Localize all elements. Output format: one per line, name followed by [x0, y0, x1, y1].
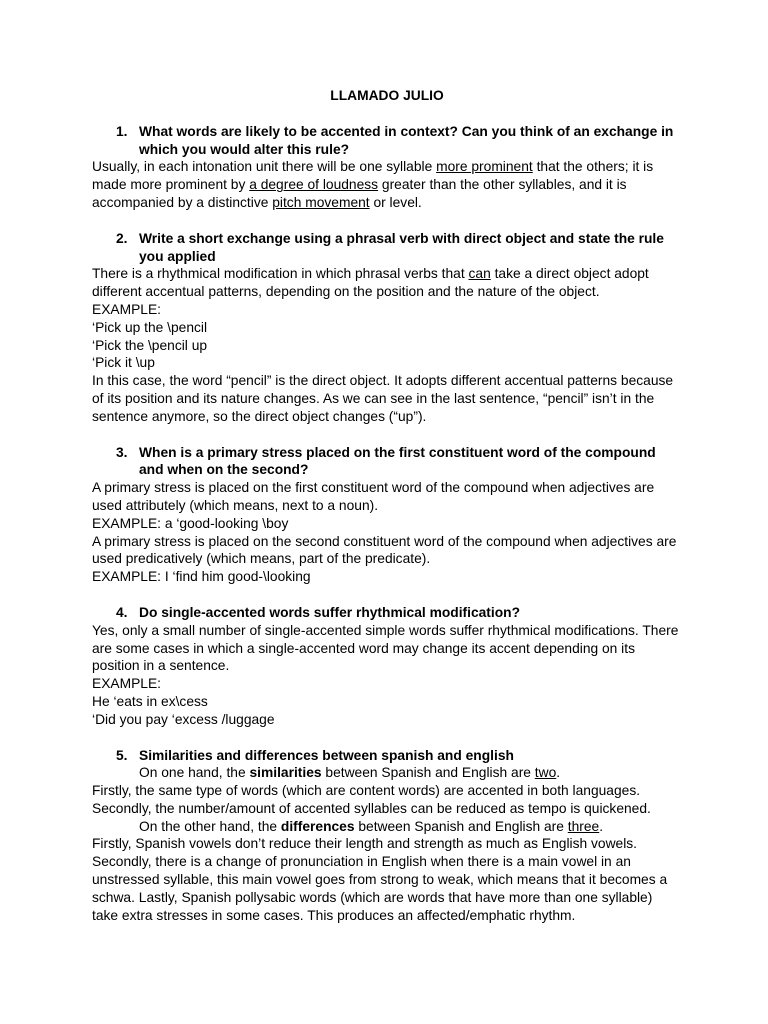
- answer-2: [92, 265, 682, 301]
- example-line: He ‘eats in ex\cess: [92, 693, 208, 709]
- answer-paragraph: Firstly, Spanish vowels don’t reduce their length and strength as much as English vowels.: [92, 836, 637, 852]
- underlined-text: two: [534, 765, 557, 781]
- underlined-text: three: [567, 818, 600, 834]
- question-number: 3.: [116, 444, 128, 460]
- example-line: ‘Pick the \pencil up: [92, 337, 208, 353]
- answer-paragraph: A primary stress is placed on the first constituent word of the compound when adjectives are used attributely (which means, next to a noun).: [92, 480, 655, 513]
- question-2: [92, 230, 682, 266]
- similarities-intro: [92, 764, 682, 782]
- answer-text: between Spanish and English are: [354, 818, 568, 834]
- example-line: EXAMPLE: I ‘find him good-\looking: [92, 569, 311, 585]
- answer-paragraph: Yes, only a small number of single-accented simple words suffer rhythmical modifications. There are some cases in which a single-accented word may change its accent depending on its position in a sentence.: [92, 622, 679, 674]
- example-line: ‘Pick up the \pencil: [92, 319, 208, 335]
- answer-text: greater than the other syllables, and it is accompanied by a distinctive: [92, 177, 627, 210]
- section-2: [92, 230, 682, 426]
- question-number: 4.: [116, 604, 128, 620]
- answer-text: There is a rhythmical modification in which phrasal verbs that: [92, 266, 469, 282]
- question-number: 2.: [116, 230, 128, 246]
- answer-paragraph: A primary stress is placed on the second constituent word of the compound when adjectives are used predicatively (which means, part of the predicate).: [92, 533, 677, 567]
- section-3: [92, 444, 682, 586]
- question-text: Similarities and differences between spanish and english: [139, 747, 514, 763]
- underlined-text: a degree of loudness: [249, 177, 379, 193]
- answer-paragraph: Secondly, there is a change of pronunciation in English when there is a main vowel in an unstressed syllable, this main vowel goes from strong to weak, which means that it becomes a schwa. Lastly, Spanish pollysabic words (which are words that have more than one syllable) take extra stresses in some cases. This produces an affected/emphatic rhythm.: [92, 854, 668, 923]
- section-5: [92, 747, 682, 925]
- question-text: When is a primary stress placed on the first constituent word of the compound and when on the second?: [139, 444, 656, 478]
- example-line: EXAMPLE: a ‘good-looking \boy: [92, 515, 289, 531]
- underlined-text: can: [468, 266, 491, 282]
- answer-text: On the other hand, the: [139, 818, 281, 834]
- section-1: [92, 123, 682, 212]
- answer-text: between Spanish and English are: [321, 765, 535, 781]
- answer-text: take a direct object adopt different accentual patterns, depending on the position and the nature of the object.: [92, 266, 649, 300]
- answer-paragraph: Secondly, the number/amount of accented syllables can be reduced as tempo is quickened.: [92, 800, 651, 816]
- underlined-text: pitch movement: [272, 194, 370, 210]
- question-number: 1.: [116, 123, 128, 139]
- differences-intro: [92, 818, 682, 836]
- question-3: [92, 444, 682, 480]
- example-label: EXAMPLE:: [92, 676, 162, 692]
- document-body: [92, 87, 682, 942]
- question-text: What words are likely to be accented in context? Can you think of an exchange in which you would alter this rule?: [139, 123, 674, 157]
- question-number: 5.: [116, 747, 128, 763]
- answer-paragraph: Firstly, the same type of words (which are content words) are accented in both languages.: [92, 783, 641, 799]
- example-line: ‘Pick it \up: [92, 355, 155, 371]
- answer-text: or level.: [369, 194, 422, 210]
- question-4: [92, 604, 682, 622]
- question-5: [92, 747, 682, 765]
- answer-text: that the others; it is made more prominent by: [92, 159, 654, 193]
- answer-text: .: [599, 818, 604, 834]
- bold-text: similarities: [249, 765, 322, 781]
- section-4: [92, 604, 682, 729]
- underlined-text: more prominent: [436, 159, 533, 175]
- example-line: ‘Did you pay ‘excess /luggage: [92, 711, 275, 727]
- question-1: [92, 123, 682, 159]
- question-text: Do single-accented words suffer rhythmical modification?: [139, 604, 521, 620]
- answer-text: .: [556, 765, 561, 781]
- bold-text: differences: [280, 818, 355, 834]
- answer-text: On one hand, the: [139, 765, 250, 781]
- answer-closing: In this case, the word “pencil” is the direct object. It adopts different accentual patterns because of its position and its nature changes. As we can see in the last sentence, “pencil” isn’t in the sentence anymore, so the direct object changes (“up”).: [92, 373, 674, 424]
- document-title: LLAMADO JULIO: [330, 88, 444, 103]
- answer-1: [92, 158, 682, 211]
- answer-text: Usually, in each intonation unit there will be one syllable: [92, 159, 437, 175]
- example-label: EXAMPLE:: [92, 301, 162, 317]
- question-text: Write a short exchange using a phrasal verb with direct object and state the rule you applied: [139, 230, 664, 264]
